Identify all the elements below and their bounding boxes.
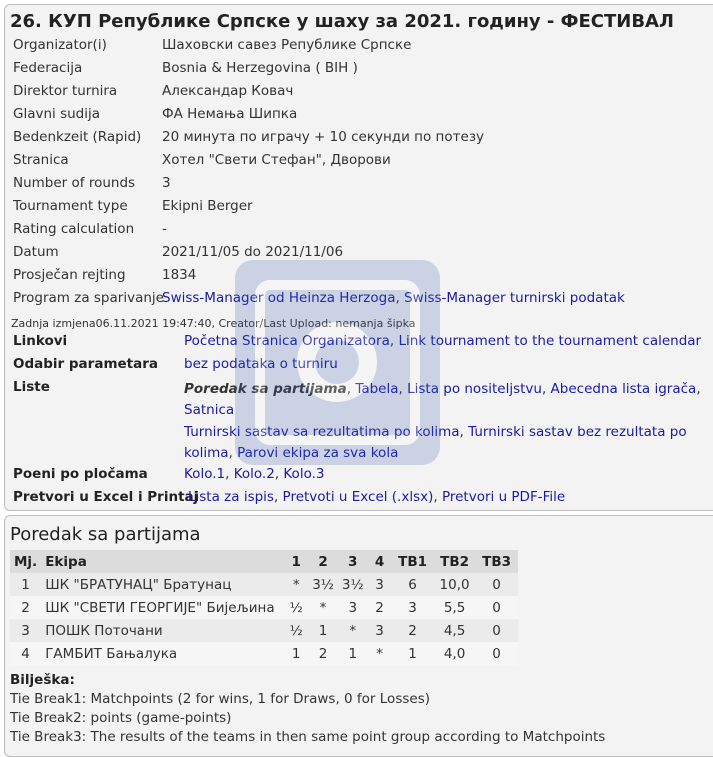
links-heading: Linkovi: [13, 333, 68, 349]
table-link[interactable]: Tabela: [355, 381, 399, 397]
tb2-cell: 10,0: [434, 573, 476, 596]
tie-break-note: Tie Break1: Matchpoints (2 for wins, 1 for Draws, 0 for Losses): [10, 691, 430, 707]
info-value: 2021/11/05 do 2021/11/06: [162, 244, 344, 260]
result-cell: ½: [284, 596, 308, 619]
info-label: Direktor turnira: [13, 83, 118, 99]
result-cell: 2: [308, 642, 338, 665]
team-composition-results-link[interactable]: Turnirski sastav sa rezultatima po kolima: [184, 424, 460, 440]
result-cell: 3½: [338, 573, 368, 596]
tb2-cell: 5,5: [434, 596, 476, 619]
tb3-cell: 0: [476, 642, 518, 665]
team-composition-no-results-link[interactable]: Turnirski sastav bez rezultata po: [468, 424, 687, 440]
standings-title: Poredak sa partijama: [10, 524, 201, 545]
team-cell: ГАМБИТ Бањалука: [41, 642, 284, 665]
info-value: Ekipni Berger: [162, 198, 253, 214]
tournament-calendar-link[interactable]: Link tournament to the tournament calendar: [398, 333, 702, 349]
team-pairings-link[interactable]: Parovi ekipa za sva kola: [237, 445, 399, 461]
result-cell: 3: [368, 619, 392, 642]
link-separator: ,: [395, 290, 405, 306]
table-row: [10, 619, 518, 642]
swiss-manager-link[interactable]: Swiss-Manager od Heinza Herzoga: [162, 290, 396, 306]
board-points-heading: Poeni po pločama: [13, 466, 148, 482]
seeding-list-link[interactable]: Lista po nositeljstvu: [407, 381, 542, 397]
tb3-cell: 0: [476, 596, 518, 619]
parameters-heading: Odabir parametara: [13, 356, 158, 372]
program-links: [162, 290, 625, 306]
tb2-cell: 4,0: [434, 642, 476, 665]
col-header-tb2: TB2: [434, 550, 476, 573]
tie-break-note: Tie Break2: points (game-points): [10, 710, 232, 726]
pdf-export-link[interactable]: Pretvori u PDF-File: [441, 489, 566, 505]
info-label: Stranica: [13, 152, 69, 168]
tb1-cell: 2: [392, 619, 434, 642]
tb3-cell: 0: [476, 573, 518, 596]
info-value: Шаховски савез Републике Српске: [162, 37, 412, 53]
col-header-r2: 2: [308, 550, 338, 573]
tb3-cell: 0: [476, 619, 518, 642]
no-tournament-data-link[interactable]: bez podataka o turniru: [184, 356, 338, 372]
lists-content: Poredak sa partijama, Tabela, Lista po nositeljstvu, Abecedna lista igrača, Satnica Turnirski sastav sa rezultatima po kolima, Turnirski sastav bez rezultata po kolima, Parovi ekipa za sva kola: [184, 381, 701, 461]
links-content: Početna Stranica Organizatora, Link tournament to the tournament calendar: [184, 333, 702, 349]
info-value: Bosnia & Herzegovina ( BIH ): [162, 60, 358, 76]
table-row: [10, 573, 518, 596]
col-header-rank: Mj.: [10, 550, 41, 573]
program-label: Program za sparivanje: [13, 290, 164, 306]
rank-cell: 1: [10, 573, 41, 596]
result-cell: 1: [284, 642, 308, 665]
info-label: Number of rounds: [13, 175, 136, 191]
tb1-cell: 1: [392, 642, 434, 665]
col-header-tb1: TB1: [392, 550, 434, 573]
excel-export-link[interactable]: Pretvoti u Excel (.xlsx): [282, 489, 434, 505]
result-cell: 3: [368, 573, 392, 596]
info-value: ФА Немања Шипка: [162, 106, 298, 122]
rank-cell: 2: [10, 596, 41, 619]
export-content: Lista za ispis, Pretvoti u Excel (.xlsx), Pretvori u PDF-File: [188, 489, 566, 505]
last-change-text: Zadnja izmjena06.11.2021 19:47:40, Creator/Last Upload: nemanja šipka: [11, 317, 416, 330]
team-cell: ШК "БРАТУНАЦ" Братунац: [41, 573, 284, 596]
result-cell: 3½: [308, 573, 338, 596]
tournament-title: 26. КУП Републике Српске у шаху за 2021. годину - ФЕСТИВАЛ: [10, 11, 674, 32]
col-header-team: Ekipa: [41, 550, 284, 573]
team-cell: ПОШК Поточани: [41, 619, 284, 642]
result-cell: 2: [368, 596, 392, 619]
info-value: Хотел "Свети Стефан", Дворови: [162, 152, 391, 168]
round-2-link[interactable]: Kolo.2: [233, 466, 275, 482]
tournament-info-panel: [4, 4, 713, 511]
info-label: Rating calculation: [13, 221, 135, 237]
tie-break-note: Tie Break3: The results of the teams in then same point group according to Matchpoints: [10, 729, 606, 745]
table-row: [10, 642, 518, 665]
result-cell: 1: [338, 642, 368, 665]
organizer-homepage-link[interactable]: Početna Stranica Organizatora: [184, 333, 390, 349]
table-header-row: [10, 550, 518, 573]
info-value: 1834: [162, 267, 197, 283]
info-value: 3: [162, 175, 171, 191]
lists-heading: Liste: [13, 379, 50, 395]
notes-block: [10, 671, 605, 747]
result-cell: *: [308, 596, 338, 619]
info-value: 20 минута по играчу + 10 секунди по потезу: [162, 129, 484, 145]
col-header-r3: 3: [338, 550, 368, 573]
parameters-content: [184, 356, 338, 372]
schedule-link[interactable]: Satnica: [184, 402, 235, 418]
rank-cell: 4: [10, 642, 41, 665]
col-header-r1: 1: [284, 550, 308, 573]
result-cell: 3: [338, 596, 368, 619]
result-cell: *: [368, 642, 392, 665]
export-heading: Pretvori u Excel i Printaj: [13, 489, 199, 505]
table-row: [10, 596, 518, 619]
result-cell: ½: [284, 619, 308, 642]
tb2-cell: 4,5: [434, 619, 476, 642]
result-cell: 1: [308, 619, 338, 642]
tb1-cell: 3: [392, 596, 434, 619]
print-list-link[interactable]: Lista za ispis: [188, 489, 274, 505]
result-cell: *: [338, 619, 368, 642]
info-value: -: [162, 221, 167, 237]
info-value: Александар Ковач: [162, 83, 294, 99]
info-label: Prosječan rejting: [13, 267, 126, 283]
rank-cell: 3: [10, 619, 41, 642]
col-header-r4: 4: [368, 550, 392, 573]
round-1-link[interactable]: Kolo.1: [184, 466, 226, 482]
result-cell: *: [284, 573, 308, 596]
standings-panel: [4, 515, 713, 757]
board-points-content: Kolo.1, Kolo.2, Kolo.3: [184, 466, 325, 482]
info-label: Bedenkzeit (Rapid): [13, 129, 142, 145]
info-label: Tournament type: [13, 198, 128, 214]
round-3-link[interactable]: Kolo.3: [283, 466, 325, 482]
alphabetical-list-link[interactable]: Abecedna lista igrača: [550, 381, 697, 397]
info-label: Organizator(i): [13, 37, 107, 53]
tb1-cell: 6: [392, 573, 434, 596]
team-composition-no-results-link-cont[interactable]: kolima: [184, 445, 229, 461]
tournament-data-link[interactable]: Swiss-Manager turnirski podatak: [404, 290, 625, 306]
notes-heading: Bilješka:: [10, 672, 75, 688]
current-list-label: Poredak sa partijama: [184, 381, 347, 397]
info-label: Glavni sudija: [13, 106, 101, 122]
col-header-tb3: TB3: [476, 550, 518, 573]
info-label: Federacija: [13, 60, 83, 76]
standings-table: [10, 550, 518, 665]
info-label: Datum: [13, 244, 59, 260]
team-cell: ШК "СВЕТИ ГЕОРГИЈЕ" Бијељина: [41, 596, 284, 619]
